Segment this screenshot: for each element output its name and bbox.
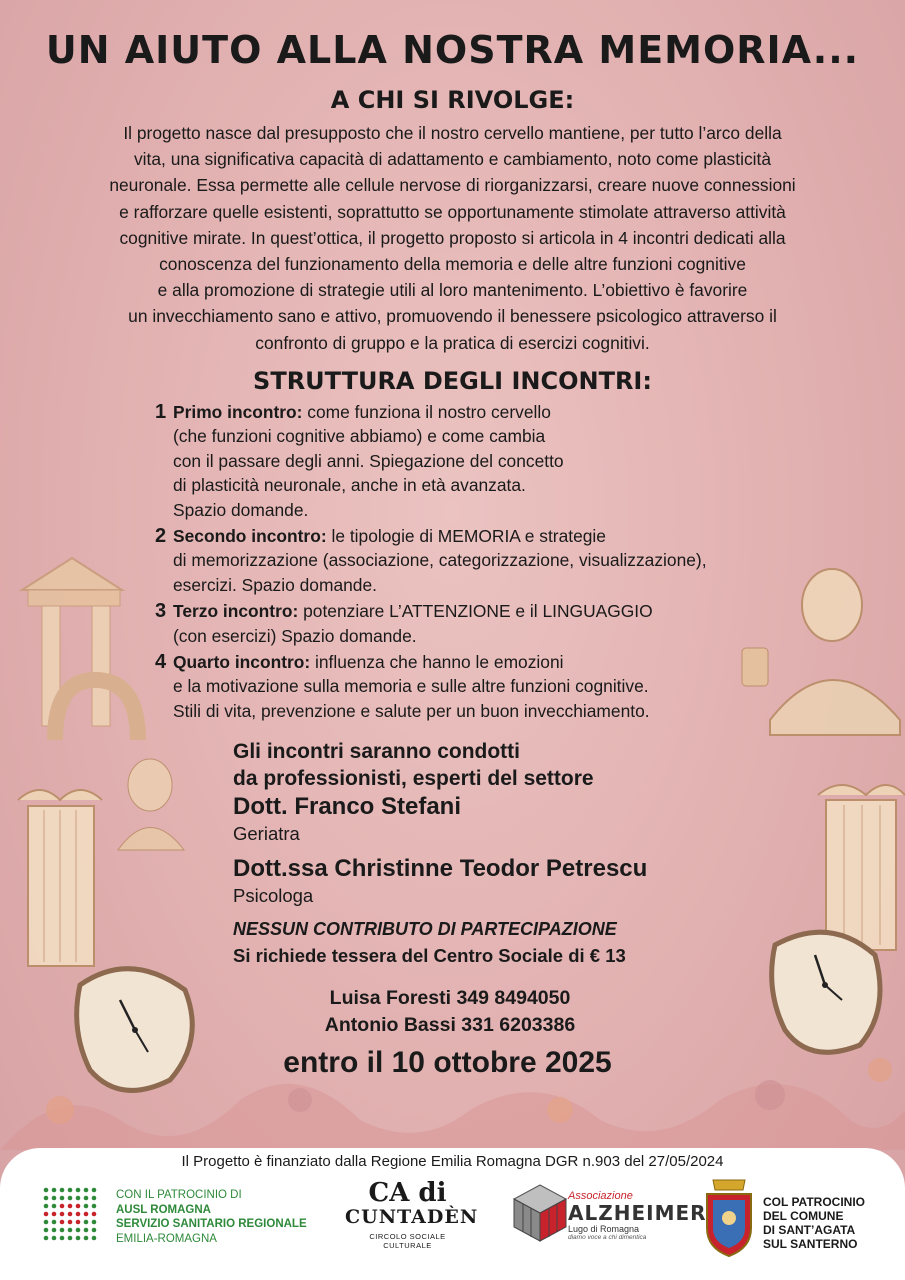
column-left-icon [18,790,102,966]
intro-line: e rafforzare quelle esistenti, soprattutto se opportunamente stimolate attraverso attività [119,201,786,222]
meeting-label: Primo incontro: [173,402,303,422]
intro-paragraph [30,120,875,356]
meeting-label: Secondo incontro: [173,526,327,547]
poster-title: UN AIUTO ALLA NOSTRA MEMORIA... [45,28,860,72]
audience-heading: A CHI SI RIVOLGE: [330,86,575,114]
intro-line: conoscenza del funzionamento della memoria e delle altre funzioni cognitive [159,254,746,275]
intro-line: vita, una significativa capacità di adattamento e cambiamento, noto come plasticità [133,149,772,170]
meeting-item [155,400,835,522]
intro-line: neuronale. Essa permette alle cellule nervose di riorganizzarsi, creare nuove connessioni [109,175,796,196]
funding-notice: Il Progetto è finanziato dalla Regione Emilia Romagna DGR n.903 del 27/05/2024 [181,1153,724,1170]
bust-small-icon [118,759,184,850]
meeting-text: (che funzioni cognitive abbiamo) e come cambia [173,426,546,447]
intro-line: un invecchiamento sano e attivo, promuovendo il benessere psicologico attraverso il [128,306,777,327]
intro-line: confronto di gruppo e la pratica di esercizi cognitivi. [255,332,650,353]
meeting-text: le tipologie di MEMORIA e strategie [326,526,606,547]
meeting-text: (con esercizi) Spazio domande. [173,625,417,646]
alz-logo-line: Lugo di Romagna [568,1224,640,1234]
ausl-patronage [116,1188,307,1246]
intro-line: e alla promozione di strategie utili al loro mantenimento. L’obiettivo è favorire [157,280,748,301]
comune-text-line: DEL COMUNE [763,1209,844,1223]
intro-line: cognitive mirate. In quest’ottica, il progetto proposto si articola in 4 incontri dedicati alla [119,227,786,248]
ca-di-cuntaden-logo [345,1178,479,1250]
municipal-coat-of-arms-icon [703,1178,755,1258]
ausl-logo-icon [42,1186,104,1248]
comune-text-line: DI SANT’AGATA [763,1223,856,1237]
meeting-number: 4 [155,651,167,674]
meeting-text: Stili di vita, prevenzione e salute per un buon invecchiamento. [173,700,650,721]
intro-line: Il progetto nasce dal presupposto che il nostro cervello mantiene, per tutto l’arco della [123,123,782,143]
comune-text-line: SUL SANTERNO [763,1237,858,1251]
led-by-text: da professionisti, esperti del settore [233,767,594,790]
contacts [0,985,905,1039]
meeting-text: con il passare degli anni. Spiegazione del concetto [173,450,564,471]
comune-text-line: COL PATROCINIO [763,1195,865,1209]
meeting-text: e la motivazione sulla memoria e sulle altre funzioni cognitive. [173,676,649,697]
doctor-role: Geriatra [233,823,300,844]
meeting-text: Spazio domande. [173,499,309,520]
no-fee-notice: NESSUN CONTRIBUTO DI PARTECIPAZIONE [233,919,617,939]
ausl-text-line: AUSL ROMAGNA [116,1203,211,1216]
meeting-label: Quarto incontro: [173,652,311,673]
cad-logo-line: CUNTADÈN [345,1206,479,1228]
comune-patronage [763,1195,865,1251]
meeting-number: 1 [155,401,167,423]
meeting-text: di memorizzazione (associazione, categorizzazione, visualizzazione), [173,550,707,571]
alz-logo-line: diamo voce a chi dimentica [568,1234,647,1241]
rubik-cube-icon [510,1183,570,1243]
temple-icon [22,558,138,740]
speakers-block [233,738,793,970]
meeting-text: influenza che hanno le emozioni [310,652,564,673]
meeting-item [155,650,835,723]
contact-line: Antonio Bassi 331 6203386 [324,1014,576,1036]
meeting-label: Terzo incontro: [173,601,299,622]
cad-subtitle: CIRCOLO SOCIALE CULTURALE [369,1232,446,1250]
meeting-item [155,524,835,597]
alzheimer-association-logo [568,1190,707,1241]
meeting-text: come funziona il nostro cervello [302,402,551,422]
meetings-list [155,400,835,725]
cad-logo-line: CA di [368,1178,447,1208]
alz-logo-line: Associazione [568,1190,633,1202]
doctor-role: Psicologa [233,885,314,906]
meeting-text: esercizi. Spazio domande. [173,574,377,595]
column-right-icon [818,785,905,950]
ausl-text-line: EMILIA-ROMAGNA [116,1232,217,1245]
structure-heading: STRUTTURA DEGLI INCONTRI: [253,367,652,395]
meeting-number: 3 [155,600,167,623]
meeting-number: 2 [155,525,167,548]
doctor-name: Dott. Franco Stefani [233,793,462,820]
ausl-text-line: CON IL PATROCINIO DI [116,1189,242,1201]
meeting-item [155,599,835,648]
meeting-text: di plasticità neuronale, anche in età avanzata. [173,475,526,496]
doctor-name: Dott.ssa Christinne Teodor Petrescu [233,855,648,882]
meeting-text: potenziare L’ATTENZIONE e il LINGUAGGIO [298,601,653,622]
ausl-text-line: SERVIZIO SANITARIO REGIONALE [116,1218,307,1231]
led-by-text: Gli incontri saranno condotti [233,740,521,763]
deadline: entro il 10 ottobre 2025 [283,1046,612,1079]
membership-notice: Si richiede tessera del Centro Sociale di € 13 [233,945,626,966]
contact-line: Luisa Foresti 349 8494050 [329,987,571,1009]
alz-logo-line: ALZHEIMER [568,1201,707,1225]
